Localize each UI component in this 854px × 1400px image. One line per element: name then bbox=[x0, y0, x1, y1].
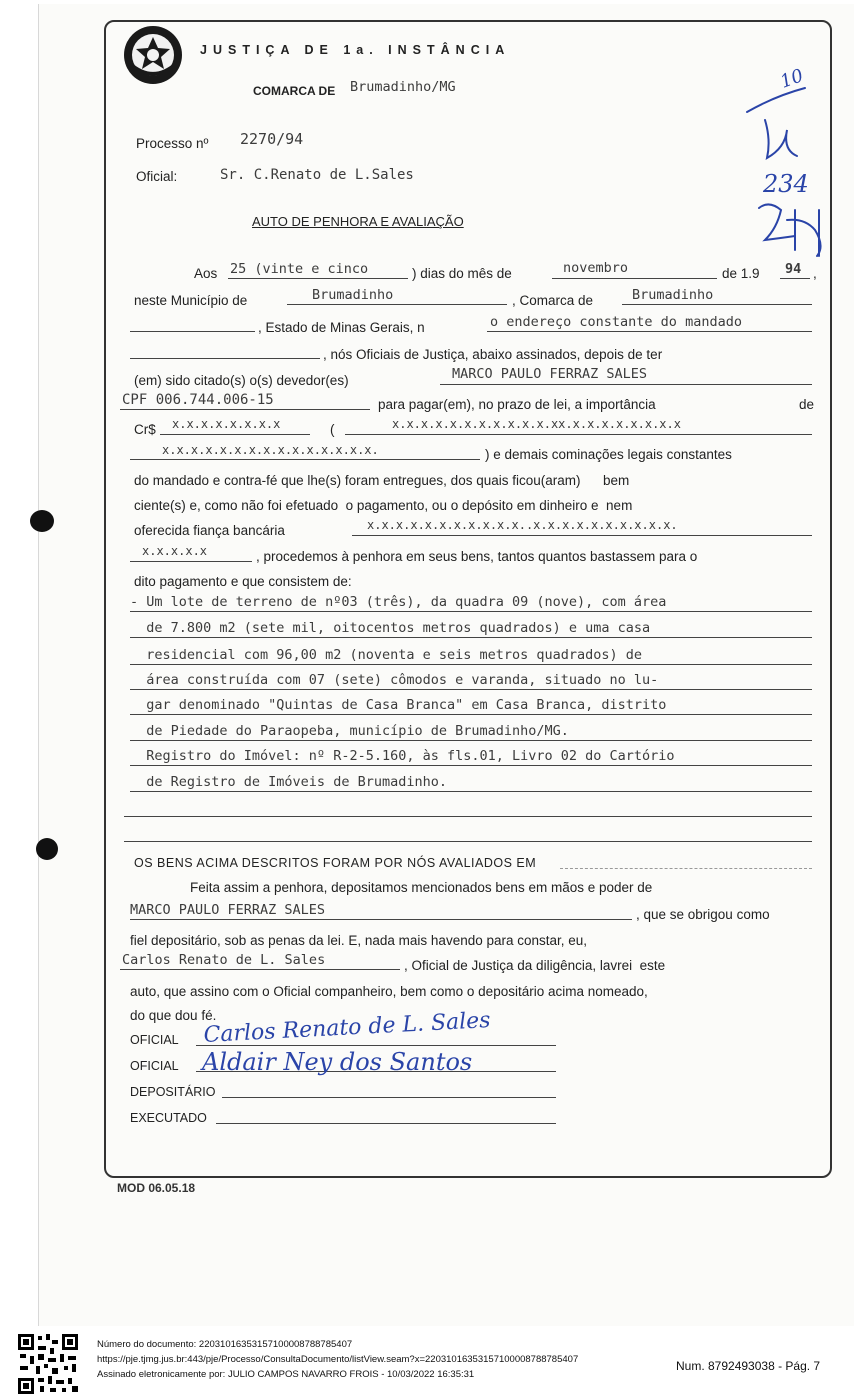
text-fianca: oferecida fiança bancária bbox=[134, 523, 285, 538]
text-obrigou: , que se obrigou como bbox=[636, 907, 770, 922]
text-consistem: dito pagamento e que consistem de: bbox=[134, 574, 352, 589]
fianca-continued-line bbox=[130, 561, 252, 562]
text-aos: Aos bbox=[194, 266, 218, 281]
footer-signature-info: Assinado eletronicamente por: JULIO CAMPOS NAVARRO FROIS - 10/03/2022 16:35:31 bbox=[97, 1369, 475, 1380]
qr-code bbox=[16, 1332, 80, 1396]
goods-line: residencial com 96,00 m2 (noventa e seis metros quadrados) de bbox=[130, 647, 643, 663]
goods-rule bbox=[130, 611, 812, 612]
signature-text-1: Carlos Renato de L. Sales bbox=[203, 1007, 492, 1048]
text-fiel-depositario: fiel depositário, sob as penas da lei. E, nada mais havendo para constar, eu, bbox=[130, 933, 588, 948]
goods-line: Registro do Imóvel: nº R-2-5.160, às fls.01, Livro 02 do Cartório bbox=[130, 748, 675, 764]
blank-line bbox=[130, 358, 320, 359]
processo-value: 2270/94 bbox=[240, 130, 304, 148]
text-ciente: ciente(s) e, como não foi efetuado o pagamento, ou o depósito em dinheiro e nem bbox=[134, 498, 633, 513]
fianca-line bbox=[352, 535, 812, 536]
text-devedor: (em) sido citado(s) o(s) devedor(es) bbox=[134, 373, 349, 388]
month-value: novembro bbox=[563, 260, 629, 276]
text-oficial-diligencia: , Oficial de Justiça da diligência, lavrei este bbox=[404, 958, 666, 973]
month-line bbox=[552, 278, 717, 279]
text-cominacoes: ) e demais cominações legais constantes bbox=[485, 447, 732, 462]
goods-rule bbox=[124, 816, 812, 817]
address-line bbox=[487, 331, 812, 332]
text-feita-assim: Feita assim a penhora, depositamos mencionados bens em mãos e poder de bbox=[190, 880, 653, 895]
court-heading: JUSTIÇA DE 1a. INSTÂNCIA bbox=[200, 43, 511, 57]
debtor-line bbox=[440, 384, 812, 385]
goods-rule bbox=[130, 740, 812, 741]
coat-of-arms-seal bbox=[122, 24, 184, 86]
evaluation-statement: OS BENS ACIMA DESCRITOS FORAM POR NÓS AVALIADOS EM bbox=[134, 856, 537, 870]
document-title: AUTO DE PENHORA E AVALIAÇÃO bbox=[252, 214, 464, 229]
depositary-name: MARCO PAULO FERRAZ SALES bbox=[130, 902, 326, 918]
amount-value: x.x.x.x.x.x.x.x bbox=[172, 417, 281, 431]
text-de: de bbox=[799, 397, 815, 412]
day-line bbox=[228, 278, 408, 279]
punch-hole-mark bbox=[36, 838, 58, 860]
signature-oficial-2 bbox=[198, 1040, 498, 1086]
text-dou-fe: do que dou fé. bbox=[130, 1008, 217, 1023]
text-oficiais: , nós Oficiais de Justiça, abaixo assinados, depois de ter bbox=[323, 347, 663, 362]
depositary-line bbox=[130, 919, 632, 920]
signature-text-2: Aldair Ney dos Santos bbox=[202, 1048, 473, 1076]
footer-page-number: Num. 8792493038 - Pág. 7 bbox=[676, 1359, 821, 1373]
blank-line bbox=[130, 331, 255, 332]
goods-rule bbox=[130, 791, 812, 792]
goods-line: de Piedade do Paraopeba, município de Brumadinho/MG. bbox=[130, 723, 569, 739]
goods-rule bbox=[124, 841, 812, 842]
goods-rule bbox=[130, 637, 812, 638]
officer-line bbox=[120, 969, 400, 970]
oficial-label: Oficial: bbox=[136, 169, 178, 184]
text-currency: Cr$ bbox=[134, 422, 156, 437]
officer-name: Carlos Renato de L. Sales bbox=[122, 952, 326, 968]
amount-continued-line bbox=[130, 459, 480, 460]
text-municipio: neste Município de bbox=[134, 293, 248, 308]
signature-line-executado bbox=[216, 1123, 556, 1124]
text-comarca: , Comarca de bbox=[512, 293, 594, 308]
goods-line: de Registro de Imóveis de Brumadinho. bbox=[130, 774, 447, 790]
comarca-field-line bbox=[622, 304, 812, 305]
oficial-value: Sr. C.Renato de L.Sales bbox=[220, 167, 414, 183]
goods-rule bbox=[130, 765, 812, 766]
form-code: MOD 06.05.18 bbox=[117, 1181, 196, 1195]
cpf-value: CPF 006.744.006-15 bbox=[122, 392, 274, 408]
footer-document-number: Número do documento: 22031016353157100008788785407 bbox=[97, 1339, 353, 1350]
text-estado: , Estado de Minas Gerais, n bbox=[258, 320, 425, 335]
comarca-value: Brumadinho/MG bbox=[350, 79, 456, 95]
municipio-line bbox=[287, 304, 507, 305]
debtor-name: MARCO PAULO FERRAZ SALES bbox=[452, 366, 648, 382]
signature-label-depositario: DEPOSITÁRIO bbox=[130, 1085, 216, 1099]
punch-hole-mark bbox=[30, 510, 54, 532]
processo-label: Processo nº bbox=[136, 136, 209, 151]
goods-rule bbox=[130, 714, 812, 715]
goods-rule bbox=[130, 689, 812, 690]
evaluation-line bbox=[560, 868, 812, 869]
amount-words-line bbox=[345, 434, 812, 435]
amount-words-continued: x.x.x.x.x.x.x.x.x.x.x.x.x.x.x. bbox=[162, 443, 379, 457]
amount-words-value: x.x.x.x.x.x.x.x.x.x.x.xx.x.x.x.x.x.x.x.x bbox=[392, 417, 681, 431]
year-value: 94 bbox=[785, 261, 802, 277]
text-mandado: do mandado e contra-fé que lhe(s) foram entregues, dos quais ficou(aram) bem bbox=[134, 473, 630, 488]
footer-url[interactable]: https://pje.tjmg.jus.br:443/pje/Processo/ConsultaDocumento/listView.seam?x=22031016353157100008788785407 bbox=[97, 1354, 579, 1365]
goods-line: - Um lote de terreno de nº03 (três), da quadra 09 (nove), com área bbox=[130, 594, 667, 610]
year-line bbox=[780, 278, 810, 279]
text-paren: ( bbox=[330, 422, 335, 437]
signature-label-oficial-1: OFICIAL bbox=[130, 1033, 179, 1047]
fianca-value: x.x.x.x.x.x.x.x.x.x.x..x.x.x.x.x.x.x.x.x.x. bbox=[367, 518, 678, 532]
margin-handwriting bbox=[735, 60, 835, 260]
amount-line bbox=[160, 434, 310, 435]
goods-line: de 7.800 m2 (sete mil, oitocentos metros quadrados) e uma casa bbox=[130, 620, 651, 636]
cpf-line bbox=[120, 409, 370, 410]
comarca-field-value: Brumadinho bbox=[632, 287, 714, 303]
signature-label-executado: EXECUTADO bbox=[130, 1111, 207, 1125]
goods-rule bbox=[130, 664, 812, 665]
municipio-value: Brumadinho bbox=[312, 287, 394, 303]
signature-line-depositario bbox=[222, 1097, 556, 1098]
day-value: 25 (vinte e cinco bbox=[230, 261, 369, 277]
goods-line: área construída com 07 (sete) cômodos e varanda, situado no lu- bbox=[130, 672, 659, 688]
signature-label-oficial-2: OFICIAL bbox=[130, 1059, 179, 1073]
margin-note-234: 234 bbox=[763, 170, 809, 198]
text-year-prefix: de 1.9 bbox=[722, 266, 760, 281]
text-dias-do-mes: ) dias do mês de bbox=[412, 266, 512, 281]
fianca-value-continued: x.x.x.x.x bbox=[142, 544, 208, 558]
text-penhora: , procedemos à penhora em seus bens, tantos quantos bastassem para o bbox=[256, 549, 698, 564]
text-pagar: para pagar(em), no prazo de lei, a importância bbox=[378, 397, 656, 412]
address-value: o endereço constante do mandado bbox=[490, 314, 742, 330]
text-auto: auto, que assino com o Oficial companheiro, bem como o depositário acima nomeado, bbox=[130, 984, 648, 999]
goods-line: gar denominado "Quintas de Casa Branca" em Casa Branca, distrito bbox=[130, 697, 667, 713]
comarca-label: COMARCA DE bbox=[253, 84, 336, 98]
margin-note-10: 10 bbox=[777, 65, 807, 93]
